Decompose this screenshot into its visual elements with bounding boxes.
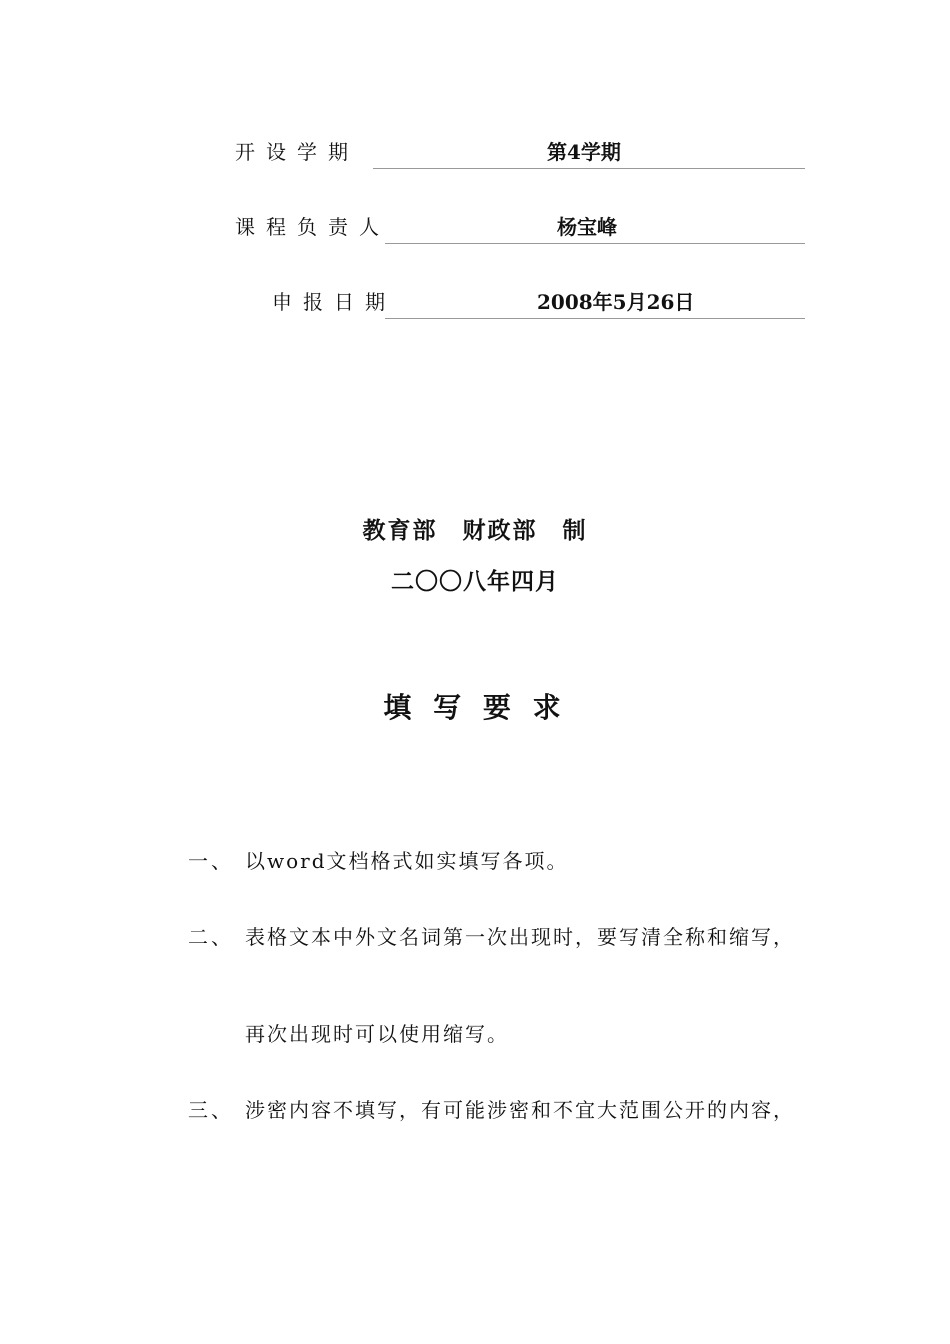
field-value-semester: 第4学期 [547, 140, 621, 164]
field-label-semester: 开设学期 [235, 140, 359, 164]
field-value-submit-date: 2008年5月26日 [537, 290, 695, 314]
field-underline-course-leader [385, 243, 805, 244]
issuer-date: 二〇〇八年四月 [391, 568, 559, 595]
field-row-course-leader [235, 215, 805, 245]
requirement-number-1: 一、 [188, 849, 234, 873]
requirement-text-2-continued: 再次出现时可以使用缩写。 [245, 1022, 509, 1046]
requirement-number-3: 三、 [188, 1098, 234, 1122]
issuer-line: 教育部 财政部 制 [362, 517, 588, 544]
requirement-text-3: 涉密内容不填写，有可能涉密和不宜大范围公开的内容， [245, 1098, 795, 1122]
field-underline-semester [373, 168, 805, 169]
field-row-submit-date [272, 290, 805, 320]
field-label-submit-date: 申报日期 [272, 290, 396, 314]
field-row-semester [235, 140, 805, 170]
field-label-course-leader: 课程负责人 [235, 215, 390, 239]
requirement-text-1: 以word文档格式如实填写各项。 [245, 849, 569, 873]
requirements-title: 填 写 要 求 [383, 691, 567, 724]
field-underline-submit-date [385, 318, 805, 319]
requirement-text-2: 表格文本中外文名词第一次出现时，要写清全称和缩写， [245, 925, 795, 949]
requirement-number-2: 二、 [188, 925, 234, 949]
field-value-course-leader: 杨宝峰 [557, 215, 617, 239]
